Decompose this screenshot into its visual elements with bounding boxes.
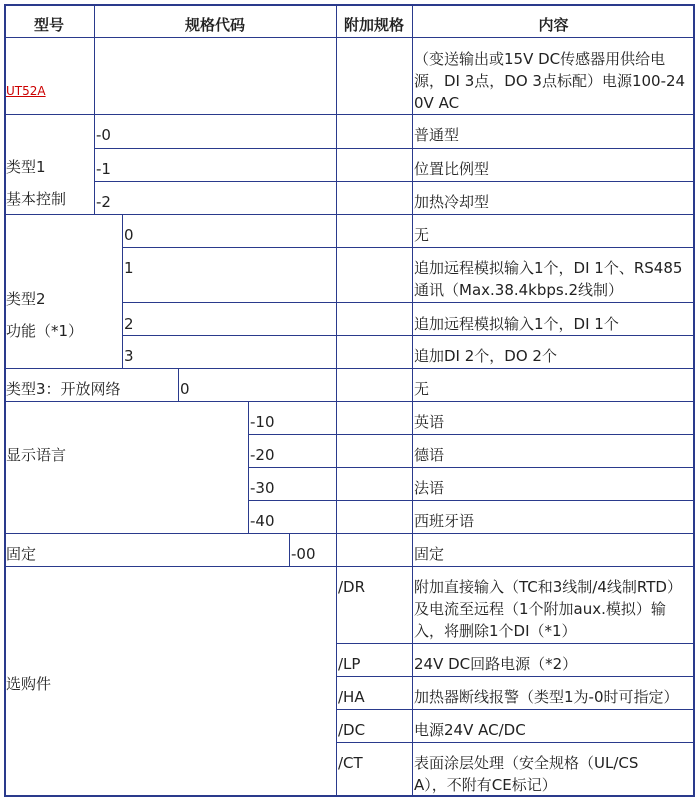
option-code-dc: /DC: [338, 721, 366, 739]
language-content-2: 法语: [414, 479, 445, 497]
model-content: （变送输出或15V DC传感器用供给电源，DI 3点，DO 3点标配）电源100-240V AC: [414, 50, 686, 112]
type2-label-2: 功能（*1）: [6, 322, 84, 340]
language-content-0: 英语: [414, 413, 445, 431]
type1-label-1: 类型1: [6, 158, 46, 176]
grid-hline: [4, 4, 695, 6]
type3-label: 类型3：开放网络: [6, 380, 121, 398]
type2-code-3: 3: [124, 347, 134, 365]
type3-code: 0: [180, 380, 190, 398]
language-content-3: 西班牙语: [414, 512, 475, 530]
language-code-1: -20: [250, 446, 275, 464]
type1-content-2: 加热冷却型: [414, 193, 490, 211]
option-code-ct: /CT: [338, 754, 363, 772]
type2-code-2: 2: [124, 315, 134, 333]
grid-hline: [122, 247, 695, 248]
grid-hline: [336, 709, 695, 710]
fixed-content: 固定: [414, 545, 445, 563]
grid-hline: [4, 368, 695, 369]
type1-label-2: 基本控制: [6, 190, 67, 208]
grid-hline: [4, 37, 695, 38]
option-content-ct: 表面涂层处理（安全规格（UL/CSA），不附有CE标记）: [414, 754, 639, 794]
fixed-code: -00: [291, 545, 316, 563]
type2-content-2: 追加远程模拟输入1个，DI 1个: [414, 315, 619, 333]
language-code-2: -30: [250, 479, 275, 497]
type1-code-1: -1: [96, 160, 111, 178]
option-content-lp: 24V DC回路电源（*2）: [414, 655, 578, 673]
option-code-dr: /DR: [338, 578, 366, 596]
grid-hline: [248, 467, 695, 468]
option-content-ha: 加热器断线报警（类型1为-0时可指定）: [414, 688, 679, 706]
language-code-0: -10: [250, 413, 275, 431]
type2-content-0: 无: [414, 226, 430, 244]
fixed-label: 固定: [6, 545, 37, 563]
grid-hline: [4, 114, 695, 115]
language-code-3: -40: [250, 512, 275, 530]
type1-code-2: -2: [96, 193, 111, 211]
type2-content-3: 追加DI 2个，DO 2个: [414, 347, 557, 365]
type2-label-1: 类型2: [6, 290, 46, 308]
grid-hline: [336, 676, 695, 677]
type1-content-1: 位置比例型: [414, 160, 490, 178]
grid-hline: [4, 566, 695, 567]
header-additional-spec: 附加规格: [343, 16, 404, 34]
grid-hline: [248, 434, 695, 435]
option-code-ha: /HA: [338, 688, 365, 706]
header-model: 型号: [33, 16, 64, 34]
option-code-lp: /LP: [338, 655, 361, 673]
grid-hline: [336, 643, 695, 644]
option-content-dr: 附加直接输入（TC和3线制/4线制RTD）及电流至远程（1个附加aux.模拟）输入，将删除1个DI（*1）: [414, 578, 682, 640]
type2-code-0: 0: [124, 226, 134, 244]
type2-code-1: 1: [124, 259, 134, 277]
grid-hline: [4, 401, 695, 402]
language-content-1: 德语: [414, 446, 445, 464]
header-content: 内容: [538, 16, 569, 34]
grid-hline: [4, 533, 695, 534]
type1-code-0: -0: [96, 126, 111, 144]
grid-hline: [94, 181, 695, 182]
options-label: 选购件: [6, 675, 52, 693]
type3-content: 无: [414, 380, 430, 398]
model-link[interactable]: UT52A: [6, 84, 46, 98]
grid-hline: [122, 302, 695, 303]
header-spec-code: 规格代码: [184, 16, 245, 34]
type2-content-1: 追加远程模拟输入1个，DI 1个、RS485通讯（Max.38.4kbps.2线制）: [414, 259, 683, 299]
grid-hline: [4, 214, 695, 215]
option-content-dc: 电源24V AC/DC: [414, 721, 526, 739]
type1-content-0: 普通型: [414, 126, 460, 144]
grid-hline: [248, 500, 695, 501]
grid-hline: [94, 148, 695, 149]
grid-hline: [122, 335, 695, 336]
grid-hline: [336, 742, 695, 743]
language-label: 显示语言: [6, 446, 67, 464]
spec-table: [4, 4, 695, 797]
